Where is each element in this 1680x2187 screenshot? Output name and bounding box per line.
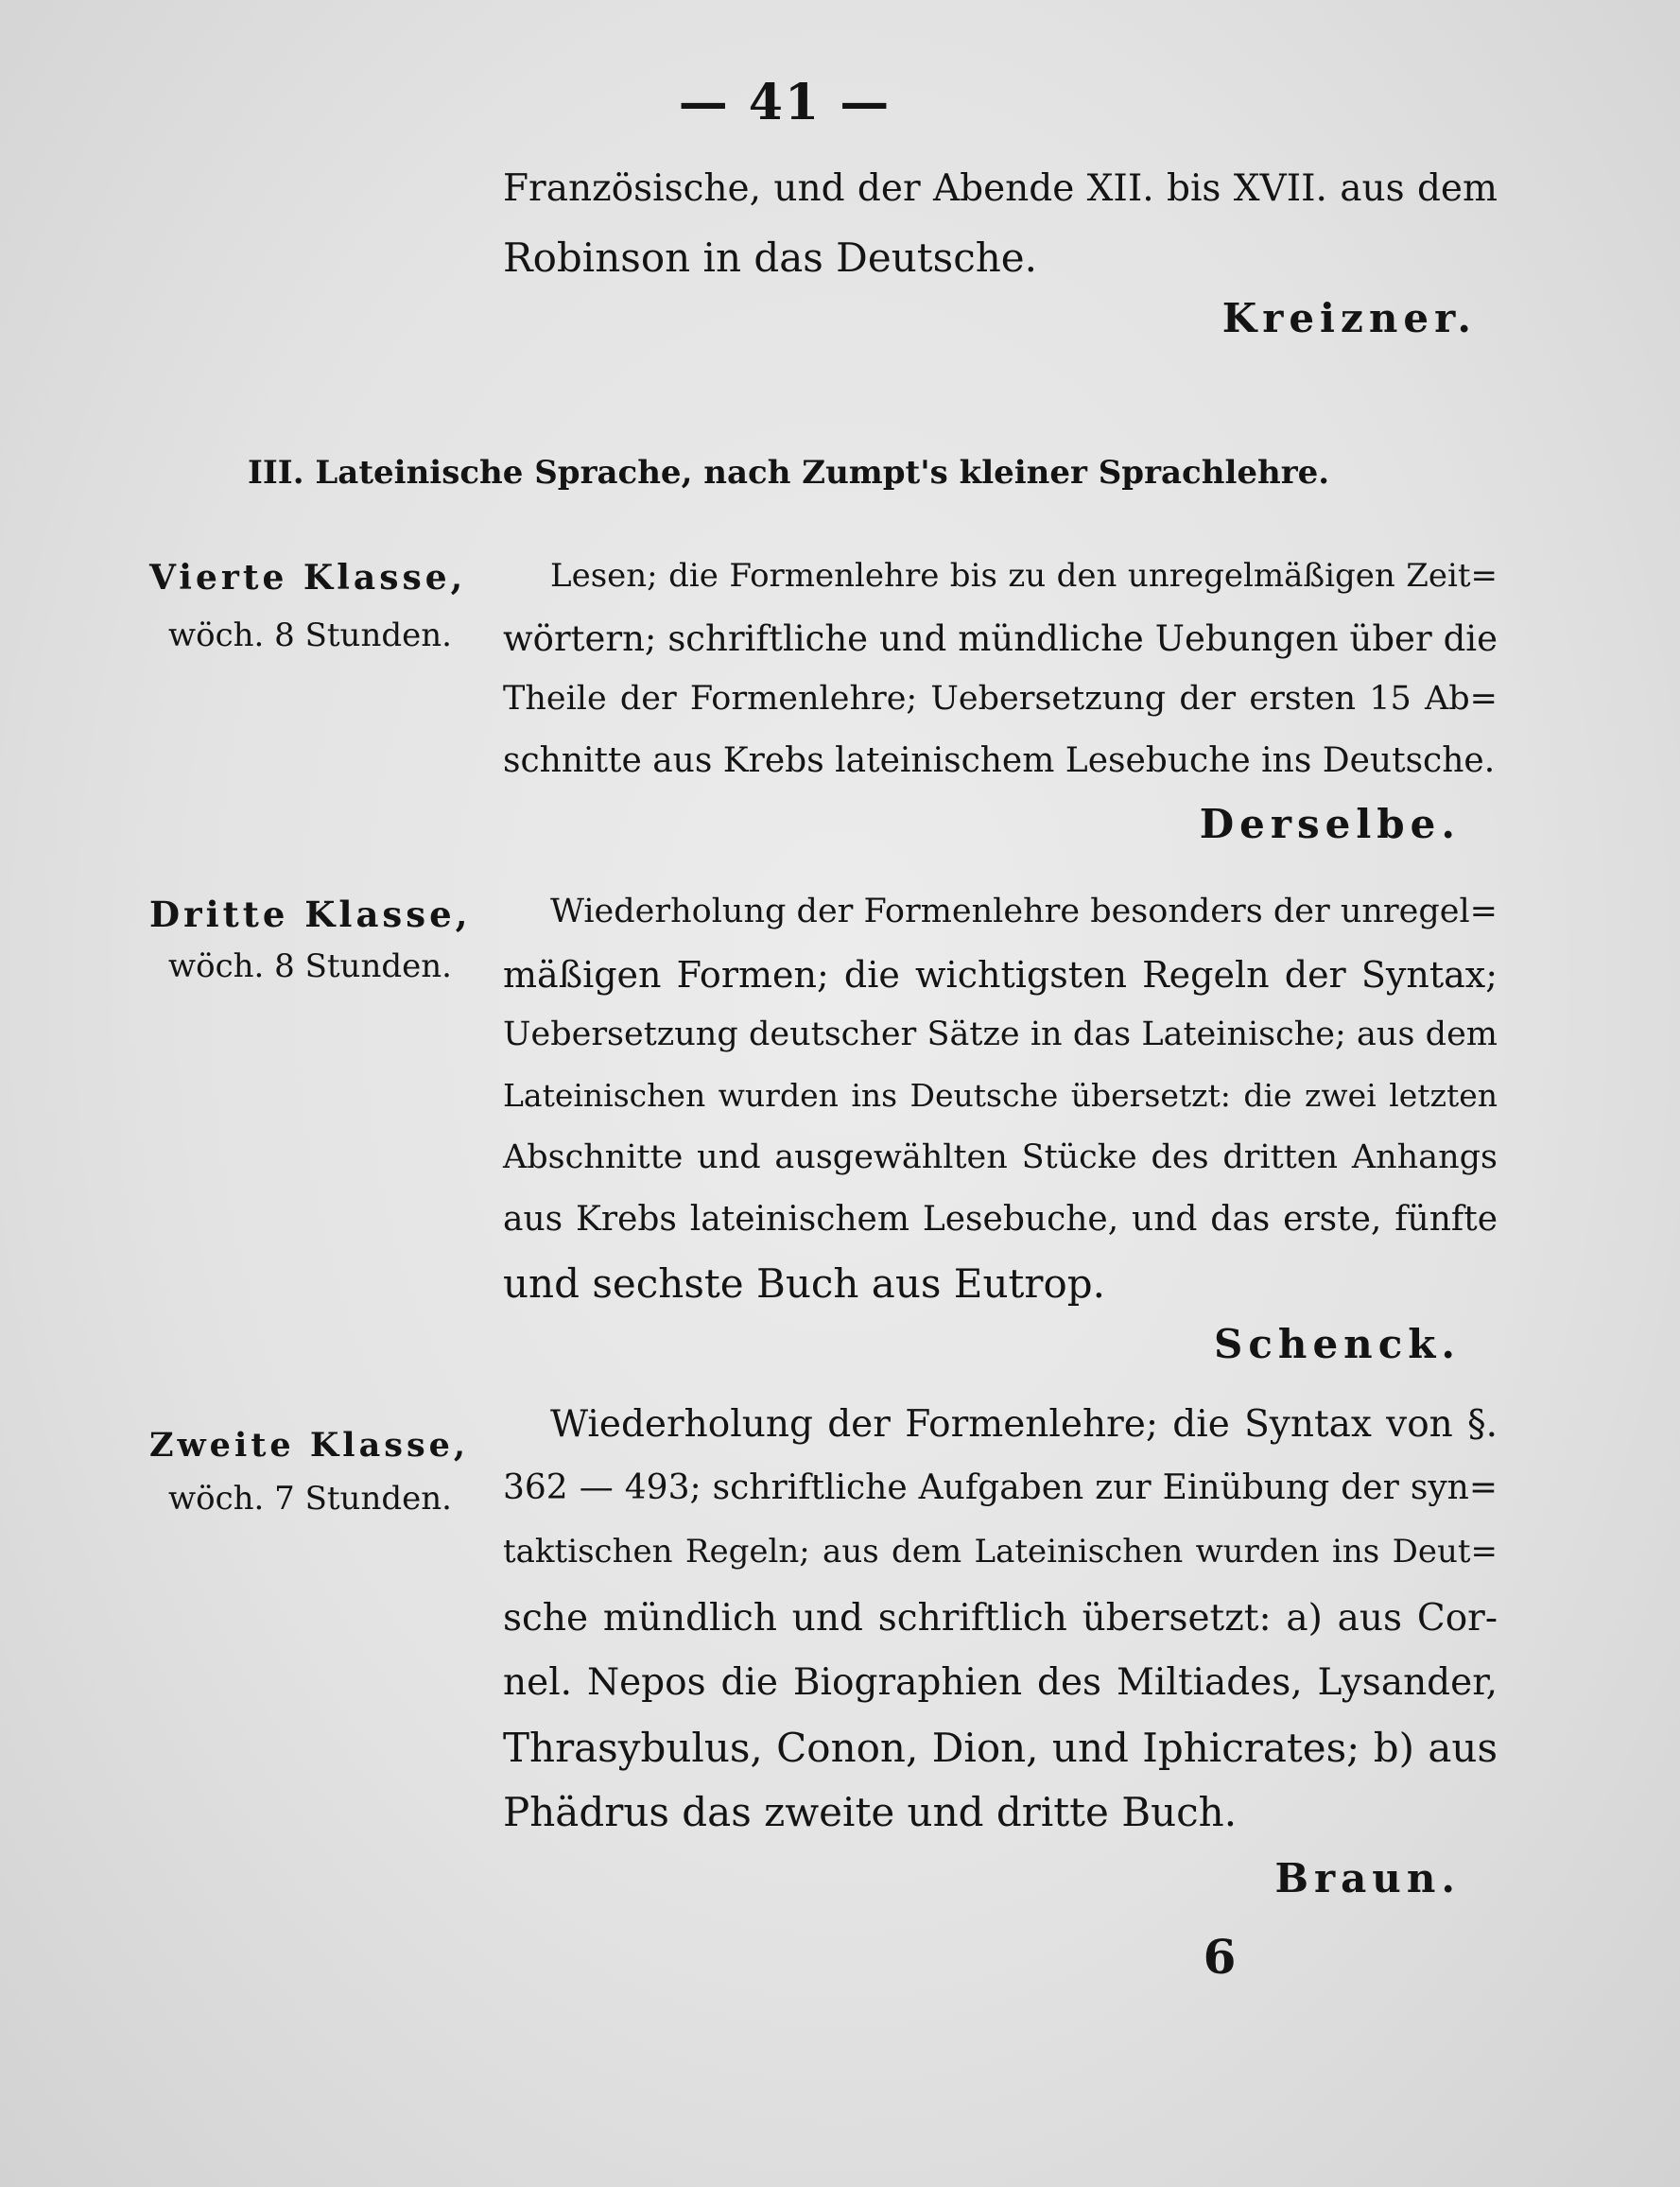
vierte-line-3: Theile der Formenlehre; Uebersetzung der ersten 15 Ab= <box>503 680 1498 718</box>
dritte-line-4: Lateinischen wurden ins Deutsche übersetzt: die zwei letzten <box>503 1077 1498 1114</box>
teacher-signature-derselbe: Derselbe. <box>1199 801 1461 847</box>
zweite-line-4: sche mündlich und schriftlich übersetzt: a) aus Cor- <box>503 1597 1498 1640</box>
zweite-line-7: Phädrus das zweite und dritte Buch. <box>503 1789 1238 1835</box>
zweite-line-6: Thrasybulus, Conon, Dion, und Iphicrates; b) aus <box>503 1725 1498 1771</box>
class-name-dritte: Dritte Klasse, <box>149 894 472 935</box>
teacher-signature-kreizner: Kreizner. <box>1221 295 1477 341</box>
dritte-line-2: mäßigen Formen; die wichtigsten Regeln der Syntax; <box>503 954 1498 996</box>
dritte-line-3: Uebersetzung deutscher Sätze in das Lateinische; aus dem <box>503 1015 1498 1053</box>
vierte-line-2: wörtern; schriftliche und mündliche Uebungen über die <box>503 618 1498 659</box>
dritte-line-7: und sechste Buch aus Eutrop. <box>503 1260 1105 1307</box>
class-name-vierte: Vierte Klasse, <box>149 558 467 598</box>
teacher-signature-schenck: Schenck. <box>1214 1321 1461 1367</box>
signature-mark: 6 <box>1203 1929 1237 1985</box>
class-hours-dritte: wöch. 8 Stunden. <box>168 947 452 985</box>
zweite-line-1: Wiederholung der Formenlehre; die Syntax von §. <box>550 1403 1498 1446</box>
dritte-line-6: aus Krebs lateinischem Lesebuche, und das erste, fünfte <box>503 1200 1498 1239</box>
intro-line-2: Robinson in das Deutsche. <box>503 234 1037 281</box>
class-name-zweite: Zweite Klasse, <box>149 1426 470 1465</box>
dritte-line-1: Wiederholung der Formenlehre besonders der unregel= <box>550 893 1498 930</box>
dritte-line-5: Abschnitte und ausgewählten Stücke des dritten Anhangs <box>503 1138 1498 1176</box>
zweite-line-2: 362 — 493; schriftliche Aufgaben zur Einübung der syn= <box>503 1468 1498 1507</box>
class-hours-vierte: wöch. 8 Stunden. <box>168 616 452 654</box>
section-heading: III. Lateinische Sprache, nach Zumpt's kleiner Sprachlehre. <box>248 454 1330 492</box>
class-hours-zweite: wöch. 7 Stunden. <box>168 1480 452 1518</box>
vierte-line-4: schnitte aus Krebs lateinischem Lesebuche ins Deutsche. <box>503 741 1496 780</box>
intro-line-1: Französische, und der Abende XII. bis XVII. aus dem <box>503 167 1498 210</box>
page-number: — 41 — <box>678 74 892 131</box>
zweite-line-5: nel. Nepos die Biographien des Miltiades, Lysander, <box>503 1661 1498 1704</box>
vierte-line-1: Lesen; die Formenlehre bis zu den unregelmäßigen Zeit= <box>550 557 1498 595</box>
zweite-line-3: taktischen Regeln; aus dem Lateinischen wurden ins Deut= <box>503 1533 1498 1571</box>
teacher-signature-braun: Braun. <box>1274 1855 1461 1901</box>
